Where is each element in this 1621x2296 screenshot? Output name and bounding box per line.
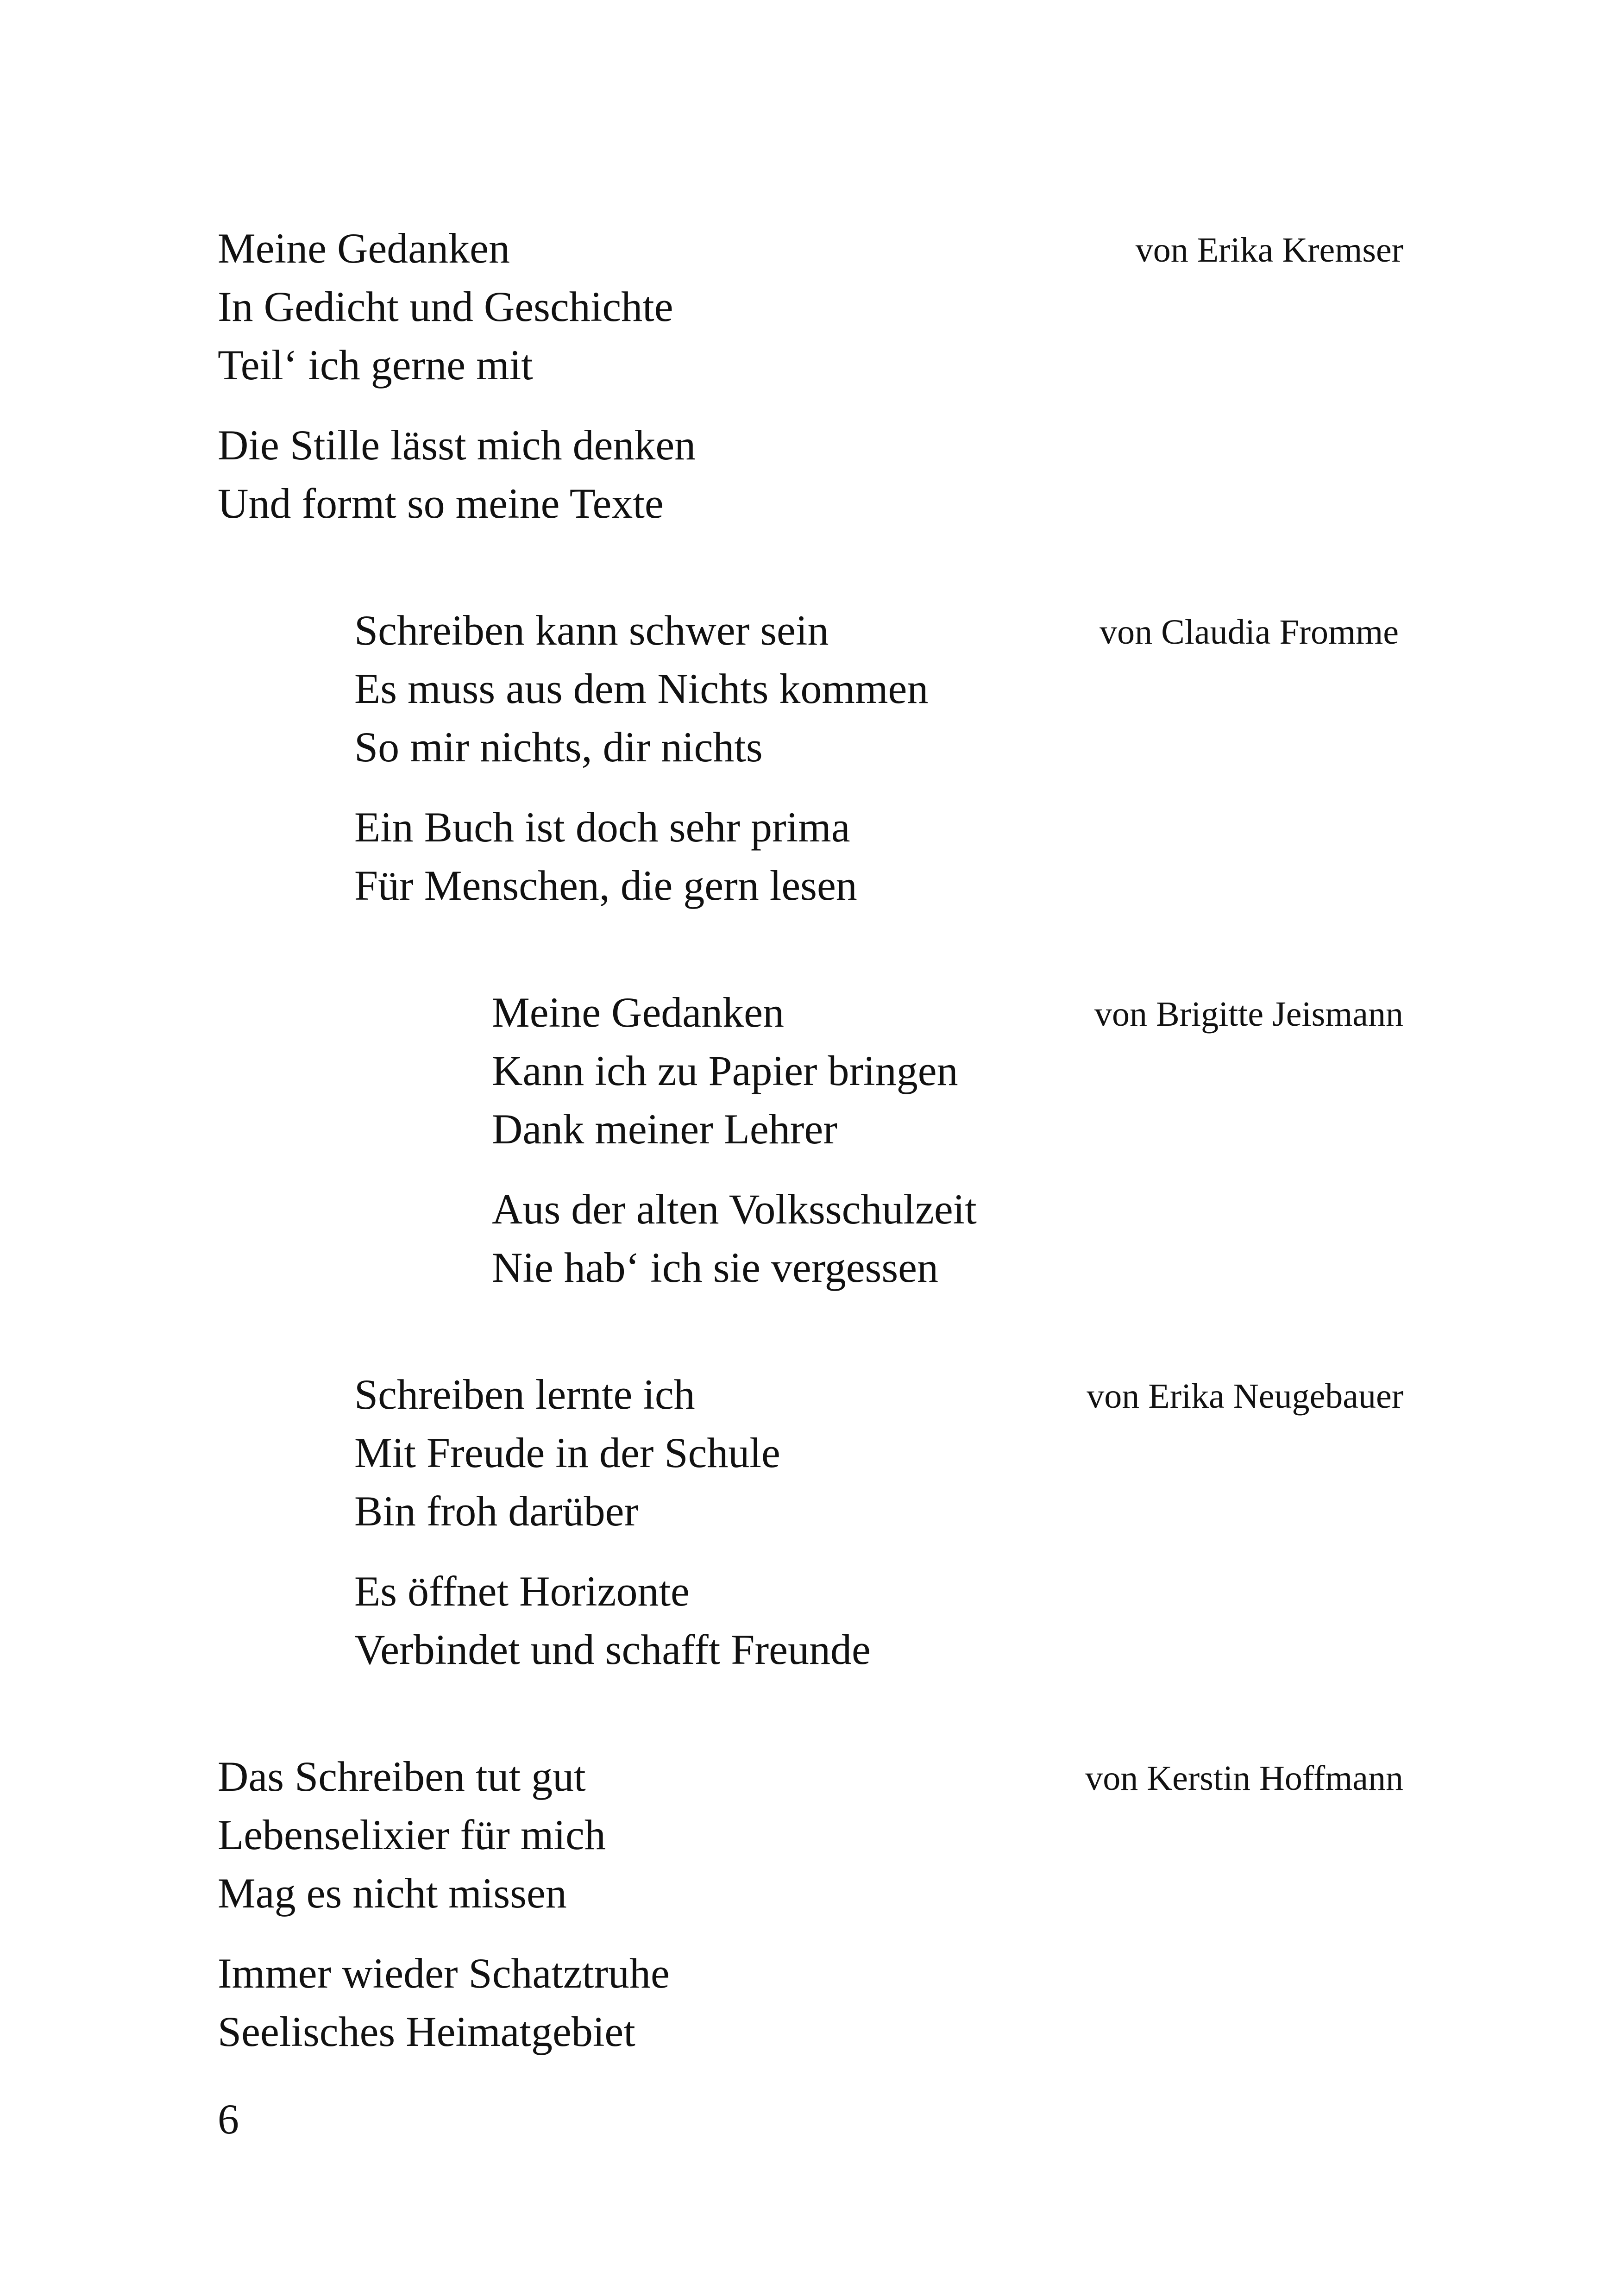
poem-line: Lebenselixier für mich xyxy=(218,1811,606,1858)
poem-erika-kremser xyxy=(218,227,1403,597)
poem-line: Es muss aus dem Nichts kommen xyxy=(354,665,929,712)
poem-line: Und formt so meine Texte xyxy=(218,480,664,527)
poem-line: So mir nichts, dir nichts xyxy=(354,723,763,771)
poem-line: Immer wieder Schatztruhe xyxy=(218,1950,670,1997)
poem-line: In Gedicht und Geschichte xyxy=(218,283,673,330)
poem-author: von Claudia Fromme xyxy=(1100,613,1399,652)
poem-line: Verbindet und schafft Freunde xyxy=(354,1626,871,1673)
poem-line: Meine Gedanken xyxy=(492,989,784,1036)
poem-line: Seelisches Heimatgebiet xyxy=(218,2008,635,2055)
poem-line: Schreiben lernte ich xyxy=(354,1371,695,1418)
poem-line: Mag es nicht missen xyxy=(218,1869,567,1917)
poem-brigitte-jeismann xyxy=(492,991,1403,1361)
poem-line: Kann ich zu Papier bringen xyxy=(492,1047,958,1094)
poem-line: Meine Gedanken xyxy=(218,225,510,272)
poem-kerstin-hoffmann xyxy=(218,1755,1403,2126)
page-number: 6 xyxy=(218,2095,239,2143)
poem-erika-neugebauer xyxy=(354,1373,1403,1744)
poem-author: von Brigitte Jeismann xyxy=(1094,995,1403,1034)
poem-author: von Erika Kremser xyxy=(1135,231,1403,270)
poem-line: Schreiben kann schwer sein xyxy=(354,607,829,654)
poem-claudia-fromme xyxy=(354,609,1399,979)
poem-line: Nie hab‘ ich sie vergessen xyxy=(492,1244,938,1291)
poem-author: von Erika Neugebauer xyxy=(1087,1377,1403,1416)
poem-line: Ein Buch ist doch sehr prima xyxy=(354,803,850,851)
poem-line: Aus der alten Volksschulzeit xyxy=(492,1186,977,1233)
poem-line: Es öffnet Horizonte xyxy=(354,1568,690,1615)
poem-author: von Kerstin Hoffmann xyxy=(1085,1759,1403,1798)
poem-line: Das Schreiben tut gut xyxy=(218,1753,586,1800)
poem-line: Teil‘ ich gerne mit xyxy=(218,341,533,389)
poem-line: Bin froh darüber xyxy=(354,1487,639,1535)
poem-line: Für Menschen, die gern lesen xyxy=(354,862,857,909)
poem-line: Dank meiner Lehrer xyxy=(492,1105,837,1153)
poem-line: Die Stille lässt mich denken xyxy=(218,421,696,469)
poem-line: Mit Freude in der Schule xyxy=(354,1429,780,1476)
